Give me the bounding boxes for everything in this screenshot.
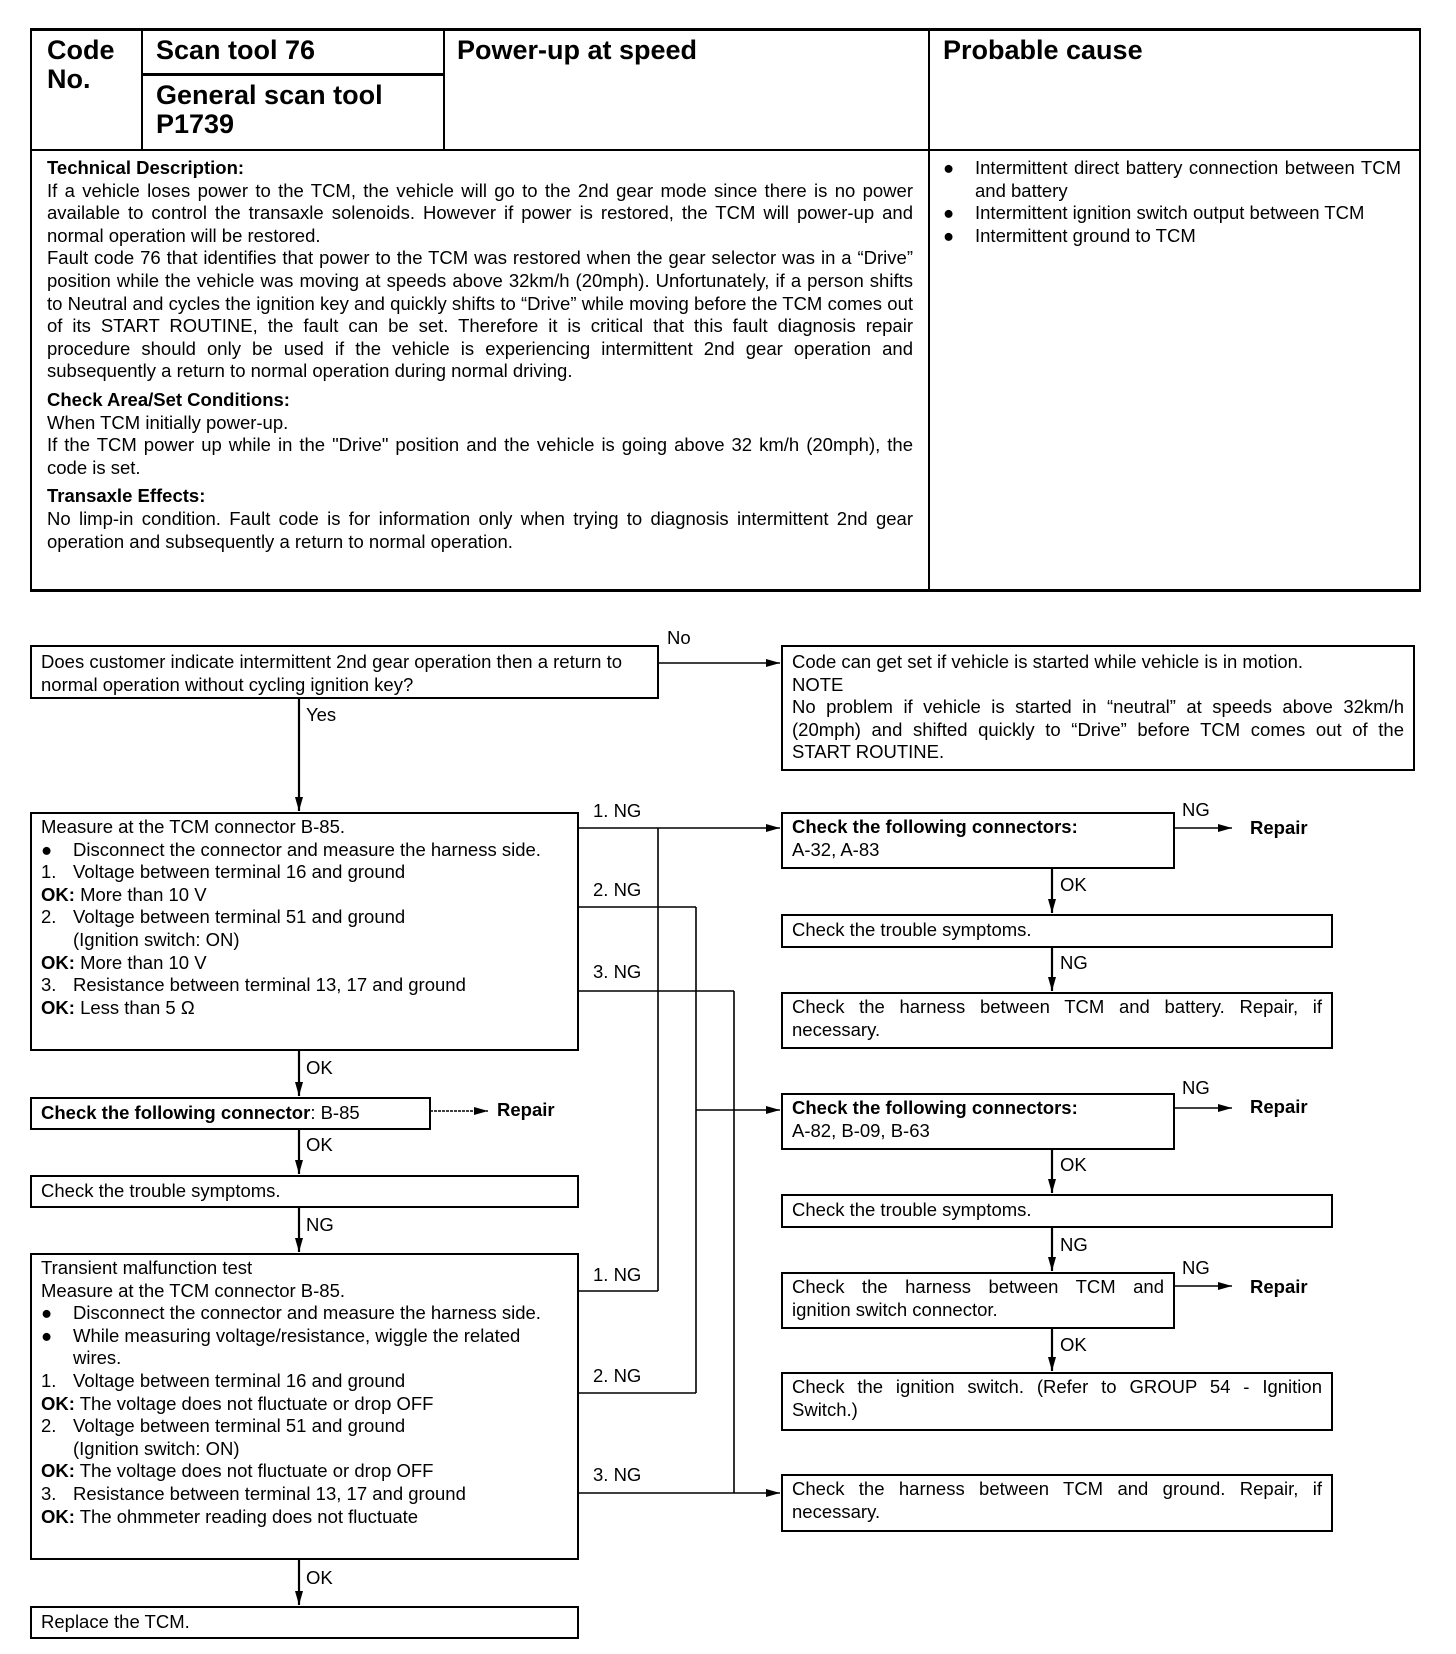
connectors-a-box: Check the following connectors: A-32, A-83 bbox=[781, 812, 1175, 869]
repair-label: Repair bbox=[1250, 1276, 1308, 1297]
ok-label: OK bbox=[1060, 1154, 1087, 1175]
ng-label: NG bbox=[1182, 799, 1210, 820]
trouble-symptoms-box: Check the trouble symptoms. bbox=[781, 914, 1333, 948]
ng2-label: 2. NG bbox=[593, 879, 642, 900]
ok-label: OK bbox=[1060, 1334, 1087, 1355]
effects-title: Transaxle Effects: bbox=[47, 485, 206, 507]
ignition-switch-box: Check the ignition switch. (Refer to GROUP 54 - Ignition Switch.) bbox=[781, 1372, 1333, 1431]
ng-label: NG bbox=[306, 1214, 334, 1235]
probable-cause-title: Probable cause bbox=[943, 35, 1143, 65]
ok-label: OK bbox=[306, 1057, 333, 1078]
check-paragraph: If the TCM power up while in the "Drive" position and the vehicle is going above 32 km/h (20mph), the code is set. bbox=[47, 434, 913, 478]
bullet-icon: ● bbox=[41, 1324, 53, 1346]
tech-paragraph: If a vehicle loses power to the TCM, the vehicle will go to the 2nd gear mode since there is no power available to control the transaxle solenoids. However if power is restored, the TCM will power-up and normal operation will be restored. bbox=[47, 179, 913, 246]
bullet-icon: ● bbox=[943, 224, 955, 246]
replace-tcm-box: Replace the TCM. bbox=[30, 1606, 579, 1639]
ok-label: OK bbox=[306, 1567, 333, 1588]
tech-title: Technical Description: bbox=[47, 157, 245, 178]
page-title: Power-up at speed bbox=[457, 35, 698, 65]
question-box: Does customer indicate intermittent 2nd gear operation then a return to normal operation without cycling ignition key? bbox=[30, 645, 659, 699]
ng-label: NG bbox=[1182, 1257, 1210, 1278]
check-paragraph: When TCM initially power-up. bbox=[47, 411, 289, 433]
scan-tool-code: Scan tool 76 bbox=[156, 35, 316, 65]
cause-item: ● Intermittent direct battery connection between TCM and battery bbox=[943, 157, 1401, 201]
check-title: Check Area/Set Conditions: bbox=[47, 388, 290, 410]
transient-test-box: Transient malfunction test Measure at the TCM connector B-85. ● Disconnect the connector and measure the harness side. ● While measuring voltage/resistance, wiggle the related wires. 1. Voltage between terminal 16 and ground OK: The voltage does not fluctuate or drop OFF 2. Voltage between terminal 51 and ground (Ignition switch: ON) OK: The voltage does not fluctuate or drop OFF 3. Resistance between terminal 13, 17 and ground OK: The ohmmeter reading does not fluctuate bbox=[30, 1253, 579, 1560]
bullet-icon: ● bbox=[41, 1302, 53, 1324]
harness-ground-box: Check the harness between TCM and ground. Repair, if necessary. bbox=[781, 1474, 1333, 1532]
harness-battery-box: Check the harness between TCM and battery. Repair, if necessary. bbox=[781, 992, 1333, 1049]
ng-label: NG bbox=[1182, 1077, 1210, 1098]
no-result-box: Code can get set if vehicle is started while vehicle is in motion. NOTE No problem if vehicle is started in “neutral” at speeds above 32km/h (20mph) and shifted quickly to “Drive” before TCM comes out of the START ROUTINE. bbox=[781, 645, 1415, 771]
connectors-b-box: Check the following connectors: A-82, B-09, B-63 bbox=[781, 1093, 1175, 1150]
ng3-label: 3. NG bbox=[593, 1464, 642, 1485]
ng2-label: 2. NG bbox=[593, 1365, 642, 1386]
effects-paragraph: No limp-in condition. Fault code is for information only when trying to diagnosis intermittent 2nd gear operation and subsequently a return to normal operation. bbox=[47, 507, 913, 552]
connector-b85-box: Check the following connector: B-85 bbox=[30, 1097, 431, 1130]
trouble-symptoms-box: Check the trouble symptoms. bbox=[781, 1194, 1333, 1228]
ng-label: NG bbox=[1060, 1234, 1088, 1255]
trouble-symptoms-box: Check the trouble symptoms. bbox=[30, 1175, 579, 1208]
bullet-icon: ● bbox=[943, 157, 955, 178]
harness-ignition-box: Check the harness between TCM and ignition switch connector. bbox=[781, 1272, 1175, 1329]
yes-label: Yes bbox=[306, 704, 337, 725]
ng1-label: 1. NG bbox=[593, 1264, 642, 1285]
ok-label: OK bbox=[1060, 874, 1087, 895]
tech-paragraph: Fault code 76 that identifies that power to the TCM was restored when the gear selector was in a “Drive” position while the vehicle was moving at speeds above 32km/h (20mph). Unfortunately, if a person shifts to Neutral and cycles the ignition key and quickly shifts to “Drive” while moving before the TCM comes out of its START ROUTINE, the fault can be set. Therefore it is critical that this fault diagnosis repair procedure should only be used if the vehicle is experiencing intermittent 2nd gear operation and subsequently a return to normal operation during normal driving. bbox=[47, 247, 913, 382]
code-no-label: Code No. bbox=[47, 35, 115, 94]
bullet-icon: ● bbox=[943, 202, 955, 224]
repair-label: Repair bbox=[1250, 1096, 1308, 1117]
cause-item: ● Intermittent ignition switch output between TCM bbox=[943, 202, 1365, 224]
ng3-label: 3. NG bbox=[593, 961, 642, 982]
no-label: No bbox=[667, 627, 691, 648]
cause-item: ● Intermittent ground to TCM bbox=[943, 224, 1196, 246]
ok-label: OK bbox=[306, 1134, 333, 1155]
general-scan-tool-code: P1739 bbox=[156, 109, 235, 139]
ng-label: NG bbox=[1060, 952, 1088, 973]
bullet-icon: ● bbox=[41, 838, 53, 860]
repair-label: Repair bbox=[1250, 817, 1308, 838]
measure-box: Measure at the TCM connector B-85. ● Disconnect the connector and measure the harness side. 1. Voltage between terminal 16 and ground OK: More than 10 V 2. Voltage between terminal 51 and ground (Ignition switch: ON) OK: More than 10 V 3. Resistance between terminal 13, 17 and ground OK: Less than 5 Ω bbox=[30, 812, 579, 1051]
general-scan-tool-label: General scan tool bbox=[156, 80, 383, 110]
ng1-label: 1. NG bbox=[593, 800, 642, 821]
repair-label: Repair bbox=[497, 1099, 555, 1120]
